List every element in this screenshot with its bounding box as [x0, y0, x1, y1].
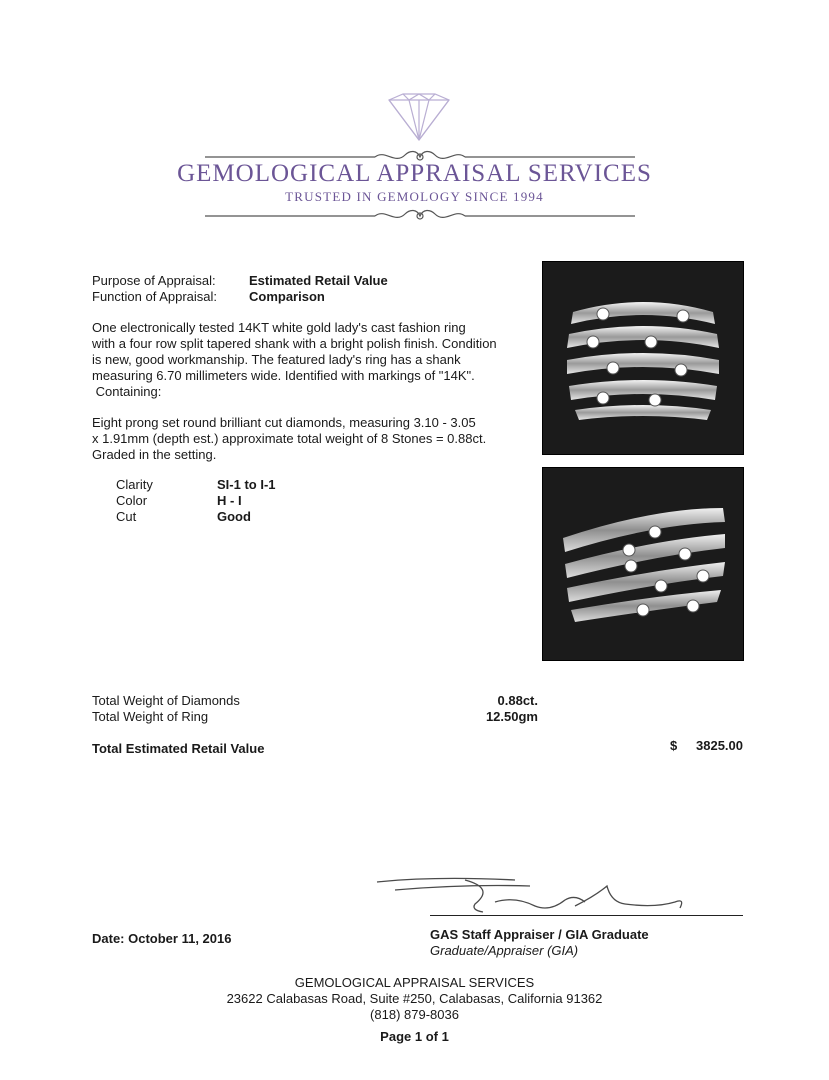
cut-label: Cut [116, 509, 137, 524]
page-number: Page 1 of 1 [380, 1029, 449, 1044]
footer-company: GEMOLOGICAL APPRAISAL SERVICES [294, 975, 535, 990]
company-name: GEMOLOGICAL APPRAISAL SERVICES [177, 160, 652, 187]
signature-line [430, 915, 743, 916]
function-label: Function of Appraisal: [92, 289, 218, 304]
description-line: One electronically tested 14KT white gold lady's cast fashion ring [92, 320, 466, 335]
diamond-line: Graded in the setting. [92, 447, 217, 462]
diamond-weight-value: 0.88ct. [497, 693, 538, 708]
footer-address: 23622 Calabasas Road, Suite #250, Calabasas, California 91362 [226, 991, 603, 1006]
ring-weight-label: Total Weight of Ring [92, 709, 209, 724]
retail-value: 3825.00 [696, 738, 743, 753]
diamond-weight-label: Total Weight of Diamonds [92, 693, 240, 708]
appraiser-subtitle: Graduate/Appraiser (GIA) [430, 943, 579, 958]
company-tagline: TRUSTED IN GEMOLOGY SINCE 1994 [285, 189, 544, 204]
signature-mark [375, 872, 705, 920]
footer-phone: (818) 879-8036 [370, 1007, 459, 1022]
description-line: with a four row split tapered shank with a bright polish finish. Condition [92, 336, 497, 351]
color-label: Color [116, 493, 148, 508]
ring-photo-side [542, 467, 744, 661]
description-line: Containing: [92, 384, 162, 399]
diamond-description [92, 415, 532, 463]
purpose-label: Purpose of Appraisal: [92, 273, 216, 288]
purpose-value: Estimated Retail Value [249, 273, 388, 288]
appraisal-date: Date: October 11, 2016 [92, 931, 232, 946]
diamond-line: Eight prong set round brilliant cut diamonds, measuring 3.10 - 3.05 [92, 415, 476, 430]
color-value: H - I [217, 493, 242, 508]
diamond-line: x 1.91mm (depth est.) approximate total weight of 8 Stones = 0.88ct. [92, 431, 487, 446]
retail-value-label: Total Estimated Retail Value [92, 741, 265, 756]
function-value: Comparison [249, 289, 325, 304]
clarity-label: Clarity [116, 477, 153, 492]
ring-photo-front [542, 261, 744, 455]
diamond-icon [379, 92, 459, 142]
cut-value: Good [217, 509, 251, 524]
logo-rule-bottom [205, 204, 635, 228]
currency-symbol: $ [670, 738, 678, 753]
clarity-value: SI-1 to I-1 [217, 477, 276, 492]
description-line: measuring 6.70 millimeters wide. Identified with markings of "14K". [92, 368, 475, 383]
ring-description [92, 320, 532, 400]
description-line: is new, good workmanship. The featured lady's ring has a shank [92, 352, 461, 367]
ring-weight-value: 12.50gm [485, 709, 538, 724]
appraiser-title: GAS Staff Appraiser / GIA Graduate [430, 927, 649, 942]
